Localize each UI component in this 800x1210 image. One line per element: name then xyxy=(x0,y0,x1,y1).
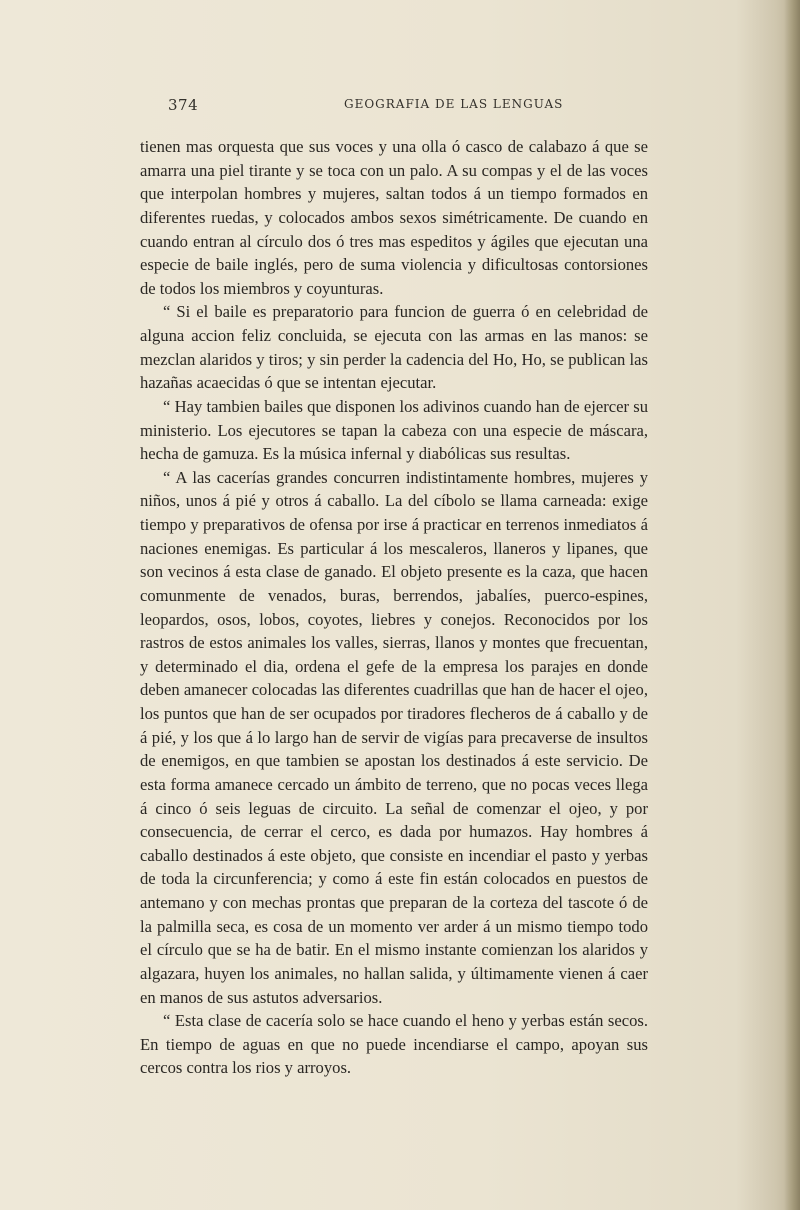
paragraph-4: “ A las cacerías grandes concurren indistintamente hombres, mujeres y niños, unos á pié y otros á caballo. La del cíbolo se llama carneada: exige tiempo y preparativos de ofensa por irse á practicar en terrenos inmediatos á naciones enemigas. Es particular á los mescaleros, llaneros y lipanes, que son vecinos á esta clase de ganado. El objeto presente es la caza, que hacen comunmente de venados, buras, berrendos, jabalíes, puerco-espines, leopardos, osos, lobos, coyotes, liebres y conejos. Reconocidos por los rastros de estos animales los valles, sierras, llanos y montes que frecuentan, y determinado el dia, ordena el gefe de la empresa los parajes en donde deben amanecer colocadas las diferentes cuadrillas que han de hacer el ojeo, los puntos que han de ser ocupados por tiradores flecheros de á caballo y de á pié, y los que á lo largo han de servir de vigías para precaverse de insultos de enemigos, en que tambien se apostan los destinados á este servicio. De esta forma amanece cercado un ámbito de terreno, que no pocas veces llega á cinco ó seis leguas de circuito. La señal de comenzar el ojeo, y por consecuencia, de cerrar el cerco, es dada por humazos. Hay hombres á caballo destinados á este objeto, que consiste en incendiar el pasto y yerbas de toda la circunferencia; y como á este fin están colocados en puestos de antemano y con mechas prontas que preparan de la corteza del tascote ó de la palmilla seca, es cosa de un momento ver arder á un mismo tiempo todo el círculo que se ha de batir. En el mismo instante comienzan los alaridos y algazara, huyen los animales, no hallan salida, y últimamente vienen á caer en manos de sus astutos adversarios. xyxy=(140,467,648,1007)
paragraph-3: “ Hay tambien bailes que disponen los adivinos cuando han de ejercer su ministerio. Los ejecutores se tapan la cabeza con una especie de máscara, hecha de gamuza. Es la música infernal y diabólicas sus resultas. xyxy=(140,396,648,464)
body-text xyxy=(140,135,648,1080)
page-edge-shadow xyxy=(784,0,800,1210)
paragraph-1: tienen mas orquesta que sus voces y una olla ó casco de calabazo á que se amarra una piel tirante y se toca con un palo. A su compas y el de las voces que interpolan hombres y mujeres, saltan todos á un tiempo formados en diferentes ruedas, y colocados ambos sexos simétricamente. De cuando en cuando entran al círculo dos ó tres mas espeditos y ágiles que ejecutan una especie de baile inglés, pero de suma violencia y dificultosas contorsiones de todos los miembros y coyunturas. xyxy=(140,137,648,298)
paragraph-2: “ Si el baile es preparatorio para funcion de guerra ó en celebridad de alguna accion feliz concluida, se ejecuta con las armas en las manos: se mezclan alaridos y tiros; y sin perder la cadencia del Ho, Ho, se publican las hazañas acaecidas ó que se intentan ejecutar. xyxy=(140,302,648,393)
page-number: 374 xyxy=(168,96,199,114)
paragraph-5: “ Esta clase de cacería solo se hace cuando el heno y yerbas están secos. En tiempo de aguas en que no puede incendiarse el campo, apoyan sus cercos contra los rios y arroyos. xyxy=(140,1011,648,1078)
page-header xyxy=(168,96,638,120)
running-head: GEOGRAFIA DE LAS LENGUAS xyxy=(344,97,564,111)
